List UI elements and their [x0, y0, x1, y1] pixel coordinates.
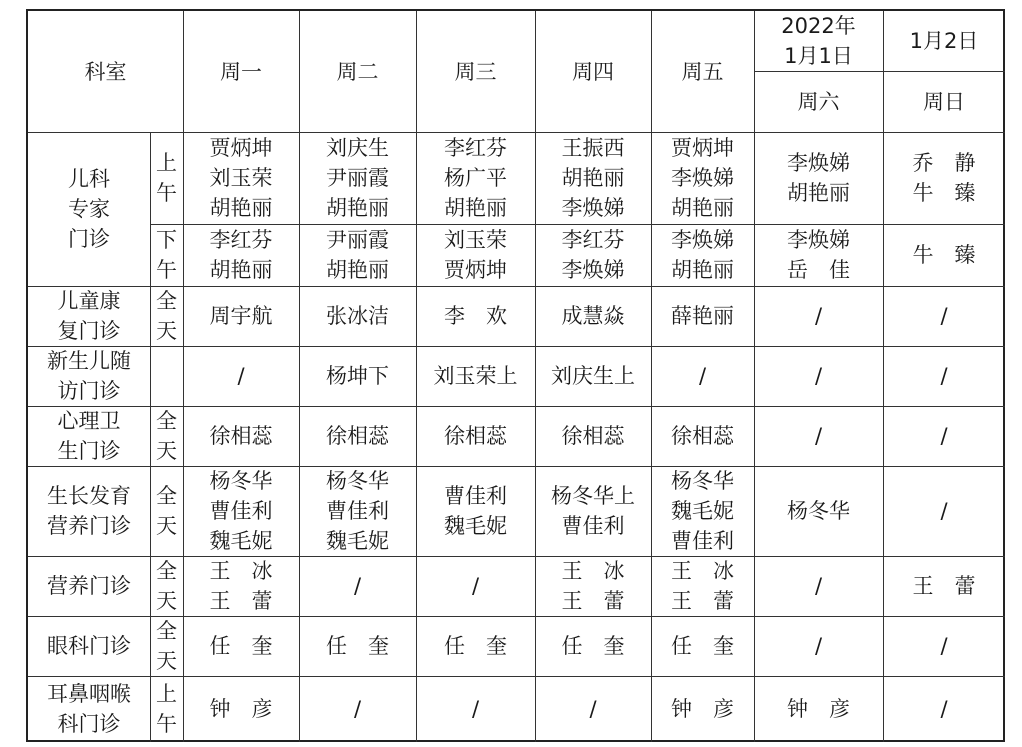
- doctor-cell: 李焕娣 胡艳丽: [671, 228, 734, 282]
- dept-name: 眼科门诊: [47, 634, 131, 658]
- doctor-cell: 杨冬华 曹佳利 魏毛妮: [209, 469, 273, 553]
- session-label: 上 午: [156, 151, 177, 205]
- doctor-cell: 徐相蕊: [561, 424, 625, 448]
- doctor-cell: 乔 静 牛 臻: [912, 151, 976, 205]
- doctor-cell: /: [471, 697, 480, 721]
- session-label: 全 天: [156, 559, 177, 613]
- header-day: 周三: [454, 59, 497, 84]
- doctor-cell: 钟 彦: [671, 697, 734, 721]
- dept-name: 心理卫 生门诊: [57, 409, 121, 463]
- dept-name: 儿科 专家 门诊: [68, 167, 110, 251]
- doctor-cell: 任 奎: [209, 634, 273, 658]
- doctor-cell: 张冰洁: [326, 304, 389, 328]
- header-day: 周二: [336, 59, 379, 84]
- session-label: 下 午: [156, 228, 177, 282]
- doctor-cell: 王 冰 王 蕾: [671, 559, 734, 613]
- doctor-cell: /: [814, 634, 823, 658]
- doctor-cell: 周宇航: [209, 304, 273, 328]
- session-label: 全 天: [156, 619, 177, 673]
- doctor-cell: 牛 臻: [912, 243, 976, 267]
- session-label: 全 天: [156, 289, 177, 343]
- doctor-cell: 任 奎: [561, 634, 625, 658]
- doctor-cell: 贾炳坤 李焕娣 胡艳丽: [671, 136, 734, 220]
- doctor-cell: 杨冬华: [787, 499, 850, 523]
- dept-name: 营养门诊: [47, 574, 131, 598]
- doctor-cell: /: [940, 364, 948, 388]
- doctor-cell: 任 奎: [326, 634, 389, 658]
- header-sat: 周六: [797, 89, 840, 114]
- doctor-cell: 杨冬华 曹佳利 魏毛妮: [326, 469, 389, 553]
- doctor-cell: 成慧焱: [561, 304, 625, 328]
- doctor-cell: /: [471, 574, 480, 598]
- doctor-cell: /: [940, 424, 948, 448]
- doctor-cell: /: [698, 364, 707, 388]
- doctor-cell: 曹佳利 魏毛妮: [444, 484, 507, 538]
- doctor-cell: 李焕娣 胡艳丽: [787, 151, 850, 205]
- doctor-cell: 刘玉荣 贾炳坤: [444, 228, 507, 282]
- doctor-cell: /: [940, 634, 948, 658]
- doctor-cell: /: [940, 697, 948, 721]
- dept-name: 生长发育 营养门诊: [47, 484, 131, 538]
- dept-name: 儿童康 复门诊: [57, 289, 121, 343]
- header-day: 周四: [572, 59, 614, 84]
- doctor-cell: 李红芬 李焕娣: [561, 228, 625, 282]
- header-dept: 科室: [84, 59, 127, 84]
- session-label: 全 天: [156, 484, 177, 538]
- doctor-cell: 任 奎: [671, 634, 734, 658]
- doctor-cell: 徐相蕊: [671, 424, 734, 448]
- doctor-cell: 徐相蕊: [209, 424, 273, 448]
- doctor-cell: /: [814, 364, 823, 388]
- doctor-cell: /: [589, 697, 597, 721]
- doctor-cell: 钟 彦: [209, 697, 273, 721]
- doctor-cell: /: [940, 304, 948, 328]
- doctor-cell: 杨冬华上 曹佳利: [551, 484, 635, 538]
- header-sat-date: 2022年 1月1日: [781, 14, 856, 68]
- session-label: 上 午: [156, 682, 177, 736]
- header-sun: 周日: [923, 89, 965, 114]
- header-sun-date: 1月2日: [909, 29, 979, 53]
- doctor-cell: 李焕娣 岳 佳: [787, 228, 850, 282]
- dept-name: 新生儿随 访门诊: [47, 349, 131, 403]
- doctor-cell: 刘玉荣上: [433, 364, 518, 388]
- doctor-cell: 杨坤下: [326, 364, 389, 388]
- doctor-cell: 李红芬 杨广平 胡艳丽: [444, 136, 507, 220]
- doctor-cell: /: [814, 304, 823, 328]
- session-label: 全 天: [156, 409, 177, 463]
- doctor-cell: 尹丽霞 胡艳丽: [326, 228, 389, 282]
- doctor-cell: 李 欢: [444, 304, 507, 328]
- doctor-cell: 徐相蕊: [444, 424, 507, 448]
- doctor-cell: 刘庆生 尹丽霞 胡艳丽: [326, 136, 389, 220]
- doctor-cell: 王 蕾: [912, 574, 976, 598]
- header-day: 周一: [220, 59, 262, 84]
- doctor-cell: 王振西 胡艳丽 李焕娣: [561, 136, 625, 220]
- doctor-cell: 刘庆生上: [551, 364, 635, 388]
- doctor-cell: 贾炳坤 刘玉荣 胡艳丽: [209, 136, 273, 220]
- doctor-cell: 杨冬华 魏毛妮 曹佳利: [671, 469, 734, 553]
- doctor-cell: 王 冰 王 蕾: [561, 559, 625, 613]
- doctor-cell: 任 奎: [444, 634, 507, 658]
- doctor-cell: /: [940, 499, 948, 523]
- schedule-table: [26, 9, 1005, 742]
- doctor-cell: 王 冰 王 蕾: [209, 559, 273, 613]
- header-day: 周五: [681, 59, 724, 84]
- doctor-cell: 钟 彦: [787, 697, 850, 721]
- doctor-cell: 李红芬 胡艳丽: [209, 228, 273, 282]
- doctor-cell: /: [353, 574, 362, 598]
- doctor-cell: /: [814, 424, 823, 448]
- doctor-cell: 薛艳丽: [671, 304, 734, 328]
- doctor-cell: 徐相蕊: [326, 424, 389, 448]
- doctor-cell: /: [814, 574, 823, 598]
- doctor-cell: /: [237, 364, 245, 388]
- dept-name: 耳鼻咽喉 科门诊: [47, 682, 131, 736]
- session-label: [150, 346, 183, 406]
- doctor-cell: /: [353, 697, 362, 721]
